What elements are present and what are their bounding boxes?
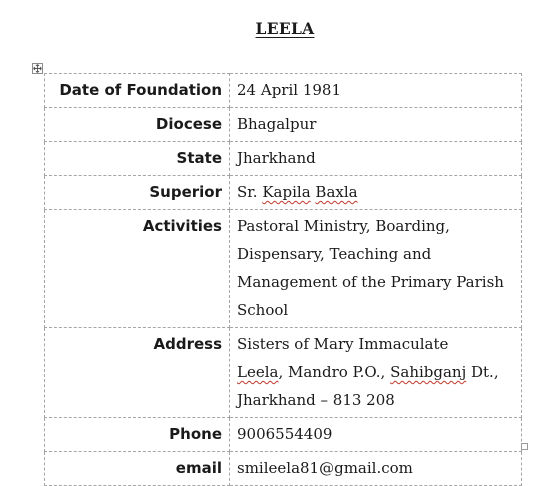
table-row [45,142,522,176]
spellcheck-word: Leela [237,363,279,381]
table-row [45,210,522,328]
value-line: Dispensary, Teaching and [237,245,432,263]
table-row [45,418,522,452]
row-label-date-of-foundation: Date of Foundation [45,74,230,108]
value-line: Jharkhand [237,149,316,167]
row-value-superior[interactable] [230,176,522,210]
document-title: LEELA [255,19,315,38]
value-line: Pastoral Ministry, Boarding, [237,217,450,235]
value-line [237,178,514,206]
row-label-diocese: Diocese [45,108,230,142]
value-line: Bhagalpur [237,115,317,133]
row-label-activities: Activities [45,210,230,328]
row-value-address[interactable] [230,328,522,418]
row-value-phone[interactable] [230,418,522,452]
value-line: smileela81@gmail.com [237,459,413,477]
row-value-date-of-foundation[interactable] [230,74,522,108]
row-label-superior: Superior [45,176,230,210]
value-line: Management of the Primary Parish [237,273,504,291]
value-line: School [237,301,289,319]
value-text: Sr. [237,183,263,201]
table-resize-icon[interactable] [521,443,528,450]
table-row [45,74,522,108]
row-value-email[interactable] [230,452,522,486]
row-label-state: State [45,142,230,176]
row-value-state[interactable] [230,142,522,176]
spellcheck-word: Sahibganj [390,363,467,381]
value-line: 24 April 1981 [237,81,341,99]
row-label-phone: Phone [45,418,230,452]
row-label-email: email [45,452,230,486]
table-row [45,328,522,418]
row-value-activities[interactable] [230,210,522,328]
table-row [45,176,522,210]
table-row [45,108,522,142]
info-table[interactable] [44,73,522,486]
row-label-address: Address [45,328,230,418]
table-move-icon[interactable] [32,63,43,74]
value-text: , Mandro P.O., [278,363,391,381]
value-line: Sisters of Mary Immaculate [237,335,449,353]
value-text: Dt., [466,363,499,381]
row-value-diocese[interactable] [230,108,522,142]
table-row [45,452,522,486]
spellcheck-word: Kapila [262,183,311,201]
value-line: 9006554409 [237,425,333,443]
value-line [237,358,514,386]
spellcheck-word: Baxla [315,183,358,201]
value-line: Jharkhand – 813 208 [237,391,395,409]
